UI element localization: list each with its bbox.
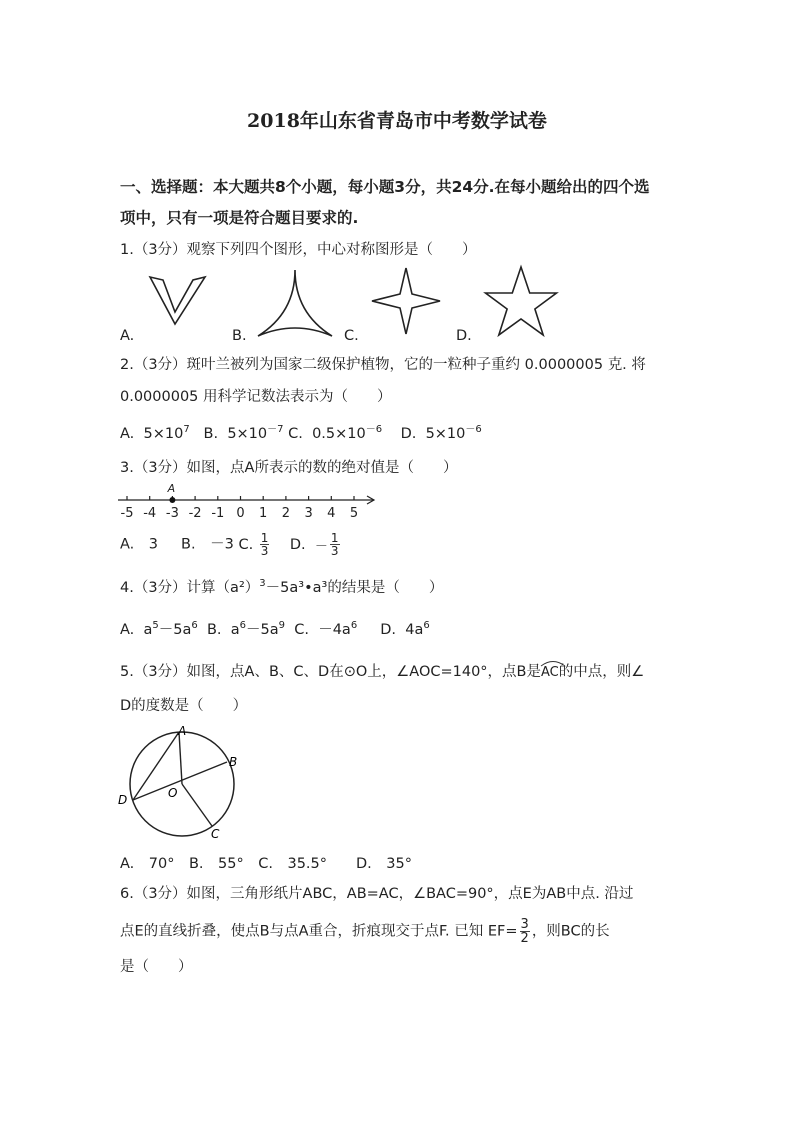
q5-circle-figure xyxy=(115,722,245,842)
q3-option-b: B. －3 xyxy=(181,536,234,553)
q4-options xyxy=(120,618,430,639)
q4-option-d: D. $4a^6$ xyxy=(380,620,430,638)
q2-stem-line2: 0.0000005 用科学记数法表示为（ ） xyxy=(120,389,392,405)
q5-point-c-label: C xyxy=(211,827,220,841)
q1-option-c-label: C. xyxy=(344,328,359,344)
q3-option-d: D. － $\frac{1}{3}$ xyxy=(289,531,339,558)
page-title: 2018年山东省青岛市中考数学试卷 xyxy=(247,110,547,132)
q6-stem-line1: 6.（3分）如图，三角形纸片ABC，AB=AC，∠BAC=90°，点E为AB中点. 沿过 xyxy=(120,886,634,902)
q5-point-a-label: A xyxy=(178,724,187,738)
q2-option-c: C. $0.5\times 10^{-6}$ xyxy=(288,424,383,442)
q4-option-b: B. $a^6-5a^9$ xyxy=(206,620,286,638)
q2-option-a: A. $5\times 10^7$ xyxy=(120,424,190,442)
q3-tick-label: 4 xyxy=(327,506,336,521)
q1-option-a-label: A. xyxy=(120,328,135,344)
q3-tick-label: -2 xyxy=(188,506,202,521)
q2-option-b: B. $5\times 10^{-7}$ xyxy=(203,424,284,442)
q3-option-a: A. 3 xyxy=(120,536,158,553)
q4-option-a: A. $a^5-5a^6$ xyxy=(120,620,198,638)
q3-tick-label: 1 xyxy=(259,506,268,521)
q3-tick-label: 3 xyxy=(304,506,313,521)
q1-option-b-label: B. xyxy=(232,328,247,344)
q3-option-c: C. $\frac{1}{3}$ xyxy=(238,531,269,558)
q3-tick-label: -1 xyxy=(211,506,225,521)
q3-number-line xyxy=(118,480,378,522)
q3-options xyxy=(120,532,342,557)
q2-options xyxy=(120,420,482,442)
q3-tick-label: -3 xyxy=(165,506,179,521)
q5-options: A. 70° B. 55° C. 35.5° D. 35° xyxy=(120,856,412,872)
q6-stem-line2: 点E的直线折叠，使点B与点A重合，折痕现交于点F. 已知 EF= $\frac{3}{2}$ ，则BC的长 xyxy=(120,917,610,946)
q6-stem-line3: 是（ ） xyxy=(120,959,193,975)
q5-arc-ac: AC xyxy=(541,664,559,680)
section-heading-line2: 项中，只有一项是符合题目要求的. xyxy=(120,209,359,227)
section-heading-line1: 一、选择题：本大题共8个小题，每小题3分，共24分.在每小题给出的四个选 xyxy=(120,178,650,196)
q3-option-c-fraction: $\frac{1}{3}$ xyxy=(260,531,269,558)
q3-tick-label: 5 xyxy=(349,506,359,521)
q4-stem: 4.（3分）计算$(a^2)^3-5a^3•a^3$的结果是（ ） xyxy=(120,578,444,596)
q1-figure-c-four-point-star xyxy=(368,266,444,338)
q5-stem-line2: D的度数是（ ） xyxy=(120,698,248,714)
q4-option-c: C. $-4a^6$ xyxy=(294,620,358,638)
q3-stem: 3.（3分）如图，点A所表示的数的绝对值是（ ） xyxy=(120,460,458,476)
q1-figure-d-five-point-star xyxy=(482,264,560,340)
q3-tick-label: -5 xyxy=(120,506,134,521)
q3-tick-label: 2 xyxy=(281,506,291,521)
q5-point-o-label: O xyxy=(168,786,178,800)
q1-stem: 1.（3分）观察下列四个图形，中心对称图形是（ ） xyxy=(120,242,477,258)
q6-ef-fraction: $\frac{3}{2}$ xyxy=(520,917,529,946)
q1-figure-a-chevron xyxy=(145,272,215,342)
q3-tick-label: -4 xyxy=(143,506,157,521)
q5-point-d-label: D xyxy=(118,793,128,807)
q1-figure-b-curved-triangle xyxy=(255,268,335,340)
q3-option-d-fraction: $\frac{1}{3}$ xyxy=(330,531,339,558)
q5-point-b-label: B xyxy=(229,755,238,769)
q1-option-d-label: D. xyxy=(456,328,472,344)
q3-point-a xyxy=(169,497,175,503)
q3-tick-label: 0 xyxy=(236,506,245,521)
q3-point-a-label: A xyxy=(167,482,176,495)
q2-option-d: D. $5\times 10^{-6}$ xyxy=(400,424,482,442)
q5-stem-line1: 5.（3分）如图，点A、B、C、D在⊙O上，∠AOC=140°，点B是 AC的中点，则∠ xyxy=(120,660,644,681)
q2-stem-line1: 2.（3分）斑叶兰被列为国家二级保护植物，它的一粒种子重约 0.0000005 克. 将 xyxy=(120,357,646,373)
